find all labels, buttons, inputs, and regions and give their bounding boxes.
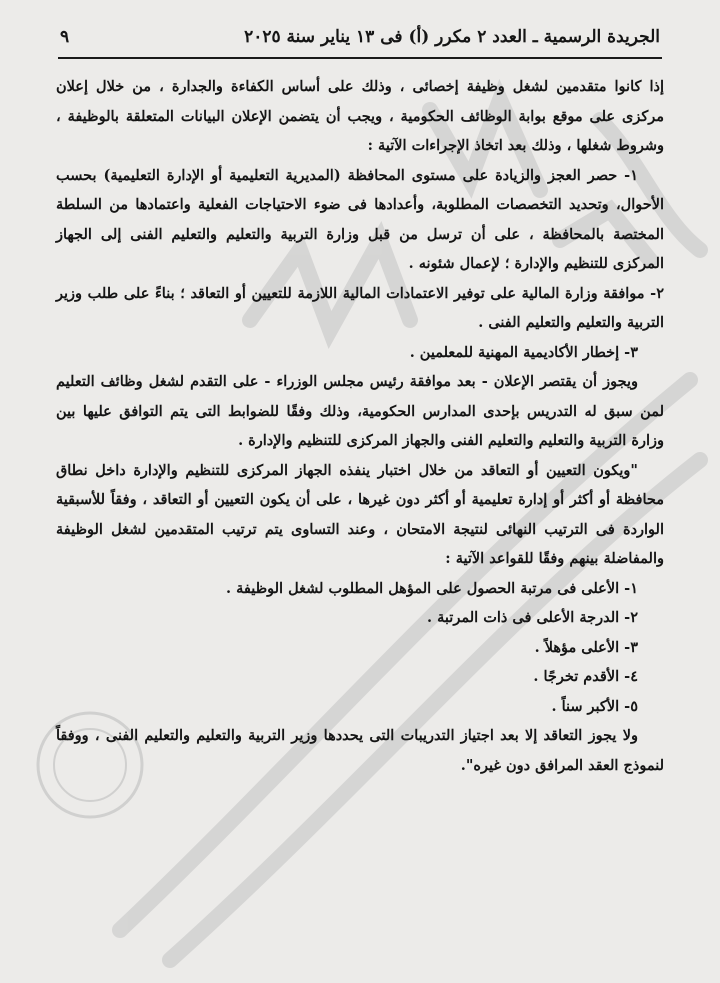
intro-paragraph: إذا كانوا متقدمين لشغل وظيفة إخصائى ، وذلك على أساس الكفاءة والجدارة ، من خلال إعلان مركزى على موقع بوابة الوظائف الحكومية ، ويجب أن يتضمن الإعلان البيانات المتعلقة بالوظيفة ، وشروط شغلها ، وذلك بعد اتخاذ الإجراءات الآتية : <box>56 78 664 154</box>
procedure-item-2: ٢- موافقة وزارة المالية على توفير الاعتمادات المالية اللازمة للتعيين أو التعاقد ؛ بناءً على طلب وزير التربية والتعليم والتعليم الفنى . <box>56 284 664 331</box>
procedure-item-1: ١- حصر العجز والزيادة على مستوى المحافظة (المديرية التعليمية أو الإدارة التعليمية) بحسب الأحوال، وتحديد التخصصات المطلوبة، وأعدادها فى ضوء الاحتياجات الفعلية واعتمادها من السلطة المختصة بالمحافظة ، على أن ترسل من قبل وزارة التربية والتعليم والتعليم الفنى إلى الجهاز المركزى للتنظيم والإدارة ؛ لإعمال شئونه . <box>56 166 664 272</box>
page-header <box>60 22 660 52</box>
rule-item-5: ٥- الأكبر سناً . <box>551 697 638 715</box>
rule-item-3: ٣- الأعلى مؤهلاً . <box>534 638 638 656</box>
paragraph-appointment: "ويكون التعيين أو التعاقد من خلال اختبار ينفذه الجهاز المركزى للتنظيم والإدارة داخل نطاق محافظة أو أكثر أو إدارة تعليمية أو أكثر دون غيرها ، على أن يكون التعيين أو التعاقد ، وفقاً للأسبقية الواردة فى الترتيب النهائى لنتيجة الامتحان ، وعند التساوى يتم ترتيب المتقدمين لشغل الوظيفة والمفاضلة بينهم وفقًا للقواعد الآتية : <box>56 461 664 567</box>
rule-item-4: ٤- الأقدم تخرجًا . <box>533 668 638 685</box>
document-body <box>56 72 664 780</box>
page-number: ٩ <box>60 27 70 47</box>
rule-item-2: ٢- الدرجة الأعلى فى ذات المرتبة . <box>427 609 638 626</box>
header-title: الجريدة الرسمية ـ العدد ٢ مكرر (أ) فى ١٣ يناير سنة ٢٠٢٥ <box>244 27 660 47</box>
closing-paragraph: ولا يجوز التعاقد إلا بعد اجتياز التدريبات التى يحددها وزير التربية والتعليم والتعليم الفنى ، ووفقاً لنموذج العقد المرافق دون غيره". <box>56 727 664 774</box>
paragraph-exemption: ويجوز أن يقتصر الإعلان - بعد موافقة رئيس مجلس الوزراء - على التقدم لشغل وظائف التعليم لمن سبق له التدريس بإحدى المدارس الحكومية، وذلك وفقًا للضوابط التى يتم التوافق عليها بين وزارة التربية والتعليم والتعليم الفنى والجهاز المركزى للتنظيم والإدارة . <box>56 373 664 449</box>
procedure-item-3: ٣- إخطار الأكاديمية المهنية للمعلمين . <box>409 343 638 361</box>
rule-item-1: ١- الأعلى فى مرتبة الحصول على المؤهل المطلوب لشغل الوظيفة . <box>226 579 638 597</box>
header-divider <box>58 57 662 59</box>
